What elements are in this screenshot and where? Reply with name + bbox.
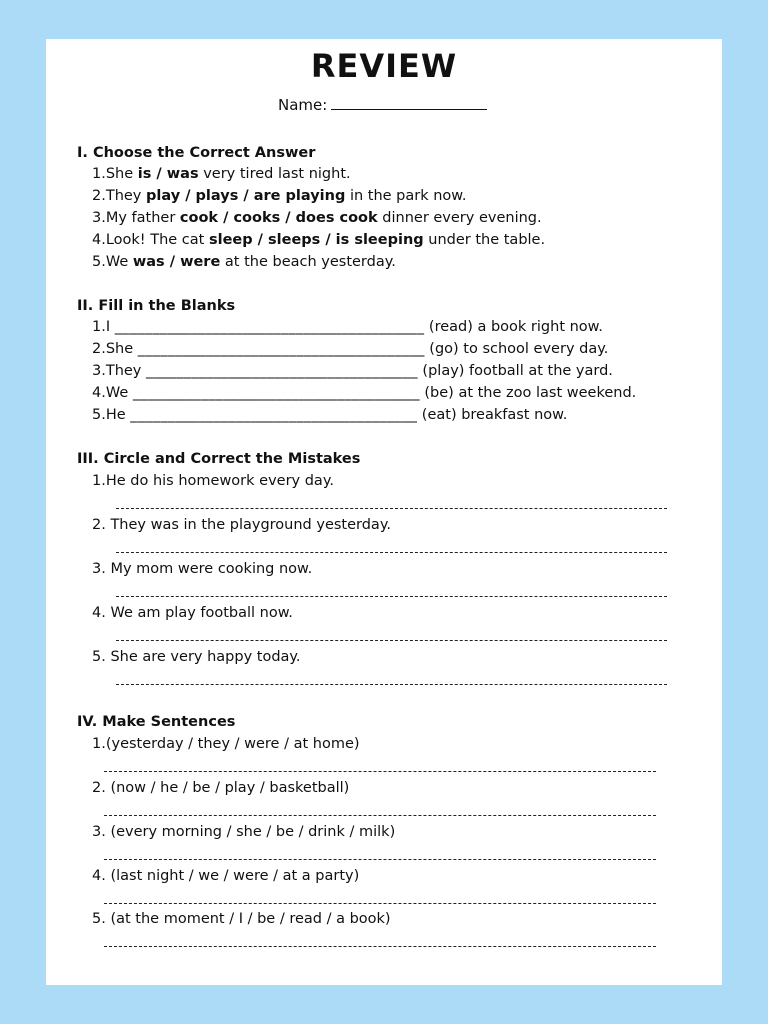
- name-label: Name:: [278, 96, 328, 114]
- section-2-item-3: 3.They ____________________________________ (play) football at the yard.: [92, 363, 613, 379]
- answer-line[interactable]: [116, 596, 667, 597]
- section-1-heading: I. Choose the Correct Answer: [77, 145, 316, 161]
- answer-choices[interactable]: was / were: [132, 254, 221, 270]
- section-2-item-2: 2.She ______________________________________ (go) to school every day.: [92, 341, 609, 357]
- section-4-item-1: 1.(yesterday / they / were / at home): [92, 736, 360, 752]
- answer-line[interactable]: [104, 946, 656, 947]
- section-3-heading: III. Circle and Correct the Mistakes: [77, 451, 361, 467]
- answer-choices[interactable]: cook / cooks / does cook: [179, 210, 378, 226]
- name-field[interactable]: [278, 94, 487, 115]
- answer-line[interactable]: [116, 684, 667, 685]
- answer-line[interactable]: [104, 903, 656, 904]
- section-2-item-5: 5.He ______________________________________ (eat) breakfast now.: [92, 407, 568, 423]
- section-3-item-3: 3. My mom were cooking now.: [92, 561, 313, 577]
- section-1-item-5: 5.We was / were at the beach yesterday.: [92, 254, 396, 270]
- section-3-item-4: 4. We am play football now.: [92, 605, 293, 621]
- fill-blank[interactable]: _________________________________________: [114, 319, 425, 335]
- fill-blank[interactable]: ____________________________________: [146, 363, 418, 379]
- answer-choices[interactable]: sleep / sleeps / is sleeping: [208, 232, 424, 248]
- section-1-item-3: 3.My father cook / cooks / does cook dinner every evening.: [92, 210, 542, 226]
- section-1-item-2: 2.They play / plays / are playing in the park now.: [92, 188, 467, 204]
- answer-choices[interactable]: play / plays / are playing: [146, 188, 346, 204]
- answer-line[interactable]: [104, 859, 656, 860]
- section-3-item-5: 5. She are very happy today.: [92, 649, 301, 665]
- answer-line[interactable]: [104, 771, 656, 772]
- section-4-item-5: 5. (at the moment / I / be / read / a book): [92, 911, 391, 927]
- fill-blank[interactable]: ______________________________________: [137, 341, 425, 357]
- section-3-item-1: 1.He do his homework every day.: [92, 473, 334, 489]
- section-4-heading: IV. Make Sentences: [77, 714, 236, 730]
- answer-line[interactable]: [104, 815, 656, 816]
- section-4-item-2: 2. (now / he / be / play / basketball): [92, 780, 350, 796]
- answer-line[interactable]: [116, 508, 667, 509]
- name-underline[interactable]: [331, 94, 487, 110]
- section-3-item-2: 2. They was in the playground yesterday.: [92, 517, 391, 533]
- answer-line[interactable]: [116, 552, 667, 553]
- section-4-item-4: 4. (last night / we / were / at a party): [92, 868, 360, 884]
- section-1-item-4: 4.Look! The cat sleep / sleeps / is sleeping under the table.: [92, 232, 546, 248]
- section-4-item-3: 3. (every morning / she / be / drink / milk): [92, 824, 396, 840]
- section-1-item-1: 1.She is / was very tired last night.: [92, 166, 351, 182]
- answer-choices[interactable]: is / was: [137, 166, 199, 182]
- section-2-heading: II. Fill in the Blanks: [77, 298, 236, 314]
- fill-blank[interactable]: ______________________________________: [132, 385, 420, 401]
- section-2-item-4: 4.We ______________________________________ (be) at the zoo last weekend.: [92, 385, 637, 401]
- fill-blank[interactable]: ______________________________________: [130, 407, 418, 423]
- answer-line[interactable]: [116, 640, 667, 641]
- section-2-item-1: 1.I _________________________________________ (read) a book right now.: [92, 319, 603, 335]
- page-title: REVIEW: [310, 47, 458, 85]
